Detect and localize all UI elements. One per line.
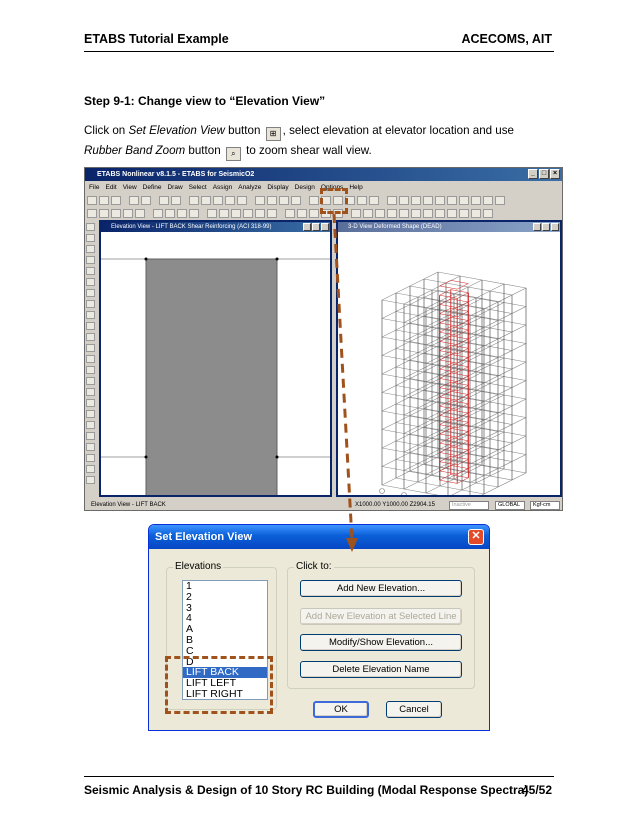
etabs-window (84, 167, 563, 511)
tool-icon[interactable] (86, 476, 95, 484)
tool-icon[interactable] (177, 209, 187, 218)
menu-item-edit[interactable]: Edit (105, 184, 117, 191)
zoom-in-icon[interactable] (189, 196, 199, 205)
refresh-icon[interactable] (369, 196, 379, 205)
tool-icon[interactable] (411, 209, 421, 218)
close-button[interactable] (321, 223, 329, 231)
elevations-label: Elevations (175, 561, 222, 572)
tool-icon[interactable] (411, 196, 421, 205)
text: button (224, 124, 264, 137)
page-number: 45/52 (521, 783, 552, 797)
menu-item-view[interactable]: View (122, 184, 137, 191)
tool-icon[interactable] (86, 366, 95, 374)
tool-icon[interactable] (219, 209, 229, 218)
minimize-button[interactable]: _ (528, 169, 538, 179)
maximize-button[interactable] (312, 223, 320, 231)
tool-icon[interactable] (165, 209, 175, 218)
tool-icon[interactable] (86, 377, 95, 385)
3d-view-icon[interactable] (255, 196, 265, 205)
tool-icon[interactable] (483, 209, 493, 218)
tool-icon[interactable] (111, 209, 121, 218)
pointer-icon[interactable] (86, 223, 95, 231)
tool-icon[interactable] (86, 399, 95, 407)
tool-icon[interactable] (86, 234, 95, 242)
tool-icon[interactable] (423, 209, 433, 218)
minimize-button[interactable] (533, 223, 541, 231)
elevation-view-titlebar (101, 222, 330, 232)
click-to-label: Click to: (296, 561, 332, 572)
menu-item-define[interactable]: Define (142, 184, 162, 191)
list-item[interactable]: 4 (186, 612, 192, 625)
text: button (185, 144, 224, 157)
tool-icon[interactable] (243, 209, 253, 218)
pan-icon[interactable] (237, 196, 247, 205)
restore-view-icon[interactable] (225, 196, 235, 205)
tool-icon[interactable] (399, 209, 409, 218)
status-view: Elevation View - LIFT BACK (91, 502, 166, 508)
3d-view-titlebar (338, 222, 560, 232)
delete-elevation-name-button[interactable]: Delete Elevation Name (300, 661, 462, 678)
text: , select elevation at elevator location and use (282, 124, 515, 137)
tool-icon[interactable] (459, 196, 469, 205)
header-right: ACECOMS, AIT (461, 32, 552, 46)
page-header (84, 26, 554, 52)
ok-button[interactable]: OK (313, 701, 369, 718)
status-inactive-select[interactable]: Inactive (449, 501, 489, 510)
list-item[interactable]: 3 (186, 601, 192, 614)
text: Click on (84, 124, 129, 137)
tool-icon[interactable] (86, 388, 95, 396)
tool-icon[interactable] (86, 443, 95, 451)
tool-icon[interactable] (351, 209, 361, 218)
menu-item-design[interactable]: Design (294, 184, 315, 191)
close-button[interactable]: × (550, 169, 560, 179)
run-icon[interactable] (171, 196, 181, 205)
menu-item-display[interactable]: Display (267, 184, 289, 191)
modify-show-elevation-button[interactable]: Modify/Show Elevation... (300, 634, 462, 651)
tool-icon[interactable] (399, 196, 409, 205)
list-highlight-box (165, 656, 273, 714)
footer-left: Seismic Analysis & Design of 10 Story RC Building (Modal Response Spectra) (84, 783, 529, 797)
rubber-band-zoom-term: Rubber Band Zoom (84, 144, 186, 157)
tool-icon[interactable] (231, 209, 241, 218)
side-toolbar (86, 221, 98, 496)
tool-icon[interactable] (86, 300, 95, 308)
rubber-band-zoom-icon: ⌕ (226, 147, 241, 161)
status-bar (85, 499, 562, 511)
tool-icon[interactable] (86, 421, 95, 429)
minimize-button[interactable] (303, 223, 311, 231)
set-elevation-view-icon[interactable] (279, 196, 289, 205)
tool-icon[interactable] (86, 245, 95, 253)
tool-icon[interactable] (99, 209, 109, 218)
tool-icon[interactable] (153, 209, 163, 218)
tool-icon[interactable] (375, 209, 385, 218)
dialog-titlebar (149, 525, 489, 549)
tool-icon[interactable] (86, 355, 95, 363)
coordinate-system-select[interactable]: GLOBAL (495, 501, 525, 510)
page-footer (84, 776, 554, 797)
close-button[interactable] (551, 223, 559, 231)
units-select[interactable]: Kgf-cm (530, 501, 560, 510)
tool-icon[interactable] (86, 278, 95, 286)
save-icon[interactable] (111, 196, 121, 205)
tool-icon[interactable] (255, 209, 265, 218)
header-left: ETABS Tutorial Example (84, 32, 229, 46)
3d-view-window[interactable] (336, 220, 562, 497)
elevation-view-canvas[interactable] (101, 232, 330, 495)
shear-wall[interactable] (146, 259, 277, 495)
tool-icon[interactable] (135, 209, 145, 218)
tool-icon[interactable] (86, 311, 95, 319)
tool-icon[interactable] (87, 209, 97, 218)
plan-view-icon[interactable] (267, 196, 277, 205)
tool-icon[interactable] (267, 209, 277, 218)
tool-icon[interactable] (86, 410, 95, 418)
list-item[interactable]: LIFT RIGHT (186, 687, 243, 700)
dialog-title: Set Elevation View (155, 531, 253, 543)
etabs-titlebar (85, 168, 562, 181)
tool-icon[interactable] (471, 209, 481, 218)
tool-icon[interactable] (207, 209, 217, 218)
display-options-icon[interactable] (357, 196, 367, 205)
list-item[interactable]: D (186, 655, 194, 668)
tool-icon[interactable] (387, 209, 397, 218)
menu-item-file[interactable]: File (89, 184, 100, 191)
tool-icon[interactable] (297, 209, 307, 218)
elevation-view-title: Elevation View - LIFT BACK Shear Reinforcing (ACI 318-99) (111, 224, 272, 230)
list-item[interactable]: A (186, 623, 194, 636)
open-icon[interactable] (99, 196, 109, 205)
tool-icon[interactable] (387, 196, 397, 205)
lock-icon[interactable] (159, 196, 169, 205)
tool-icon[interactable] (483, 196, 493, 205)
zoom-out-icon[interactable] (201, 196, 211, 205)
maximize-button[interactable]: □ (539, 169, 549, 179)
tool-icon[interactable] (435, 196, 445, 205)
add-elevation-at-selected-line-button[interactable]: Add New Elevation at Selected Line (300, 608, 462, 625)
tool-icon[interactable] (86, 289, 95, 297)
text: to zoom shear wall view. (242, 144, 372, 157)
undo-icon[interactable] (129, 196, 139, 205)
tool-icon[interactable] (435, 209, 445, 218)
menu-item-draw[interactable]: Draw (167, 184, 183, 191)
menu-item-help[interactable]: Help (349, 184, 363, 191)
tool-icon[interactable] (86, 465, 95, 473)
menu-item-select[interactable]: Select (188, 184, 207, 191)
tool-icon[interactable] (123, 209, 133, 218)
tool-icon[interactable] (86, 267, 95, 275)
set-elevation-view-icon: ⊞ (266, 127, 281, 141)
list-item[interactable]: B (186, 633, 194, 646)
tool-icon[interactable] (447, 209, 457, 218)
tool-icon[interactable] (86, 322, 95, 330)
tool-icon[interactable] (471, 196, 481, 205)
click-to-group (287, 561, 475, 689)
new-icon[interactable] (87, 196, 97, 205)
tool-icon[interactable] (309, 209, 319, 218)
tool-icon[interactable] (86, 256, 95, 264)
list-item[interactable]: 2 (186, 590, 192, 603)
list-item-selected[interactable]: LIFT BACK (183, 667, 267, 678)
tool-icon[interactable] (189, 209, 199, 218)
list-item[interactable]: 1 (186, 580, 192, 592)
perspective-icon[interactable] (309, 196, 319, 205)
tool-icon[interactable] (285, 209, 295, 218)
instruction-paragraph (84, 121, 554, 161)
elevation-view-window[interactable] (99, 220, 332, 497)
rubber-band-zoom-icon[interactable] (213, 196, 223, 205)
menu-item-options[interactable]: Options (320, 184, 344, 191)
add-new-elevation-button[interactable]: Add New Elevation... (300, 580, 462, 597)
etabs-title: ETABS Nonlinear v8.1.5 - ETABS for SeismicO2 (97, 171, 255, 178)
toolbar-highlight-box (320, 188, 348, 214)
menu-item-analyze[interactable]: Analyze (238, 184, 262, 191)
status-coordinates: X1000.00 Y1000.00 Z2904.15 (355, 502, 435, 508)
3d-view-title: 3-D View Deformed Shape (DEAD) (348, 224, 442, 230)
redo-icon[interactable] (141, 196, 151, 205)
step-heading: Step 9-1: Change view to “Elevation View” (84, 94, 326, 108)
maximize-button[interactable] (542, 223, 550, 231)
tool-icon[interactable] (363, 209, 373, 218)
tool-icon[interactable] (86, 432, 95, 440)
tool-icon[interactable] (86, 454, 95, 462)
tool-icon[interactable] (86, 333, 95, 341)
tool-icon[interactable] (495, 196, 505, 205)
close-icon[interactable]: ✕ (468, 529, 484, 545)
list-item[interactable]: LIFT LEFT (186, 677, 236, 690)
tool-icon[interactable] (447, 196, 457, 205)
menu-item-assign[interactable]: Assign (212, 184, 233, 191)
tool-icon[interactable] (459, 209, 469, 218)
list-item[interactable]: C (186, 644, 194, 657)
rotate-icon[interactable] (291, 196, 301, 205)
cancel-button[interactable]: Cancel (386, 701, 442, 718)
set-elevation-view-term: Set Elevation View (128, 124, 225, 137)
3d-model-canvas[interactable] (338, 232, 560, 495)
tool-icon[interactable] (86, 344, 95, 352)
tool-icon[interactable] (423, 196, 433, 205)
